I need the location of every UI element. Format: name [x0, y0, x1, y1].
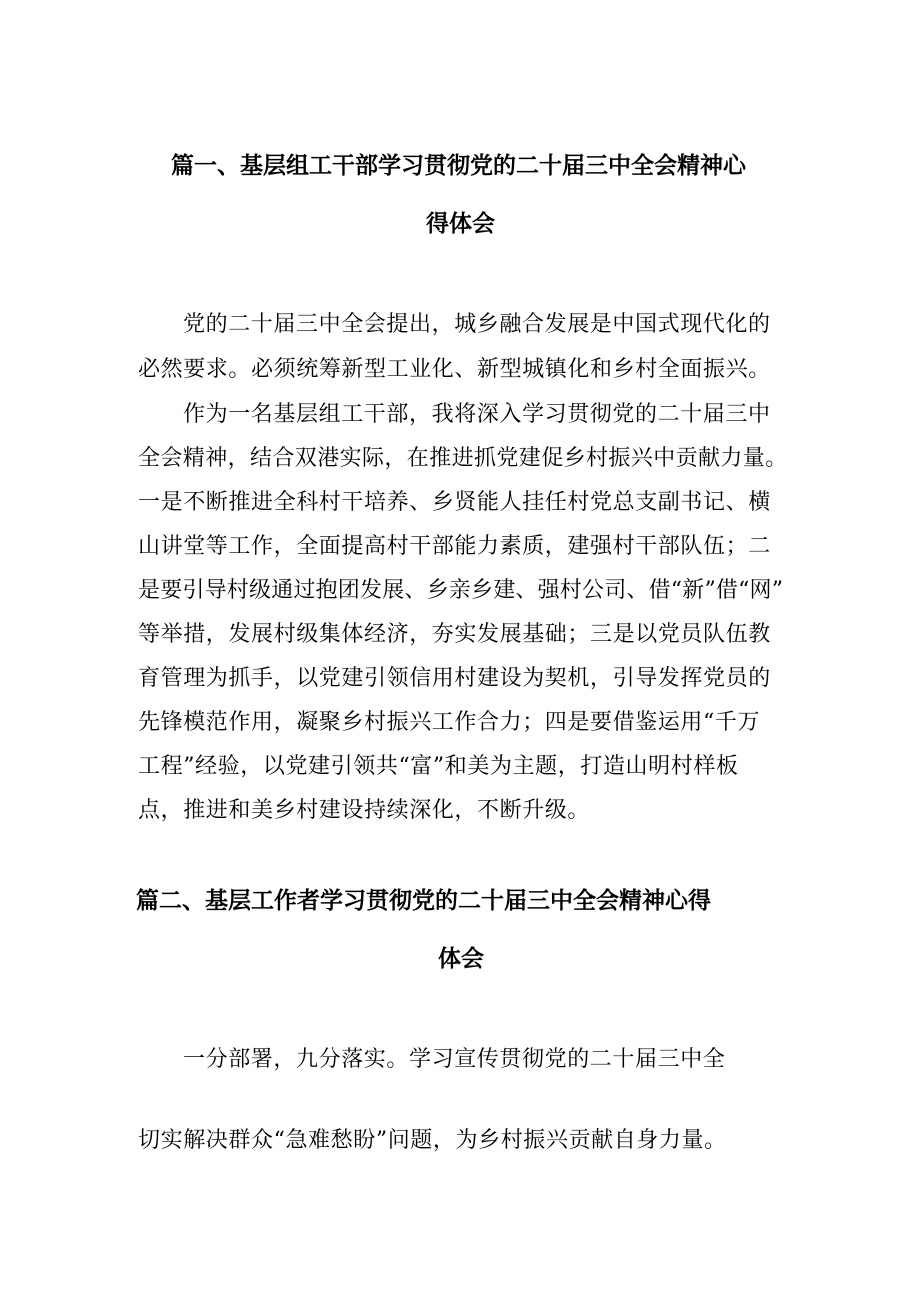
section1-paragraph2-line: 工程”经验，以党建引领共“富”和美为主题，打造山明村样板	[138, 754, 739, 779]
section2-paragraph1-line: 切实解决群众“急难愁盼”问题，为乡村振兴贡献自身力量。	[138, 1128, 727, 1153]
section1-paragraph2-line: 育管理为抓手，以党建引领信用村建设为契机，引导发挥党员的	[138, 666, 771, 691]
section1-paragraph2-line: 一是不断推进全科村干培养、乡贤能人挂任村党总支副书记、横	[138, 490, 771, 515]
section1-paragraph2-line: 是要引导村级通过抱团发展、乡亲乡建、强村公司、借“新”借“网”	[138, 578, 784, 603]
section2-title-line2: 体会	[438, 946, 484, 972]
section2-paragraph1-line: 一分部署，九分落实。学习宣传贯彻党的二十届三中全	[183, 1047, 726, 1072]
section1-paragraph2-line: 点，推进和美乡村建设持续深化，不断升级。	[138, 798, 591, 823]
section1-paragraph2-line: 作为一名基层组工干部，我将深入学习贯彻党的二十届三中	[183, 402, 771, 427]
section2-title-line1: 篇二、基层工作者学习贯彻党的二十届三中全会精神心得	[136, 888, 711, 914]
section1-paragraph1-line: 党的二十届三中全会提出，城乡融合发展是中国式现代化的	[183, 312, 771, 337]
section1-title-line2: 得体会	[426, 211, 495, 237]
section1-paragraph1-line: 必然要求。必须统筹新型工业化、新型城镇化和乡村全面振兴。	[138, 357, 771, 382]
section1-paragraph2-line: 全会精神，结合双港实际，在推进抓党建促乡村振兴中贡献力量。	[138, 446, 788, 471]
section1-paragraph2-line: 山讲堂等工作，全面提高村干部能力素质，建强村干部队伍；二	[138, 534, 771, 559]
section1-paragraph2-line: 先锋模范作用，凝聚乡村振兴工作合力；四是要借鉴运用“千万	[138, 710, 761, 735]
section1-paragraph2-line: 等举措，发展村级集体经济，夯实发展基础；三是以党员队伍教	[138, 622, 771, 647]
section1-title-line1: 篇一、基层组工干部学习贯彻党的二十届三中全会精神心	[171, 153, 746, 179]
